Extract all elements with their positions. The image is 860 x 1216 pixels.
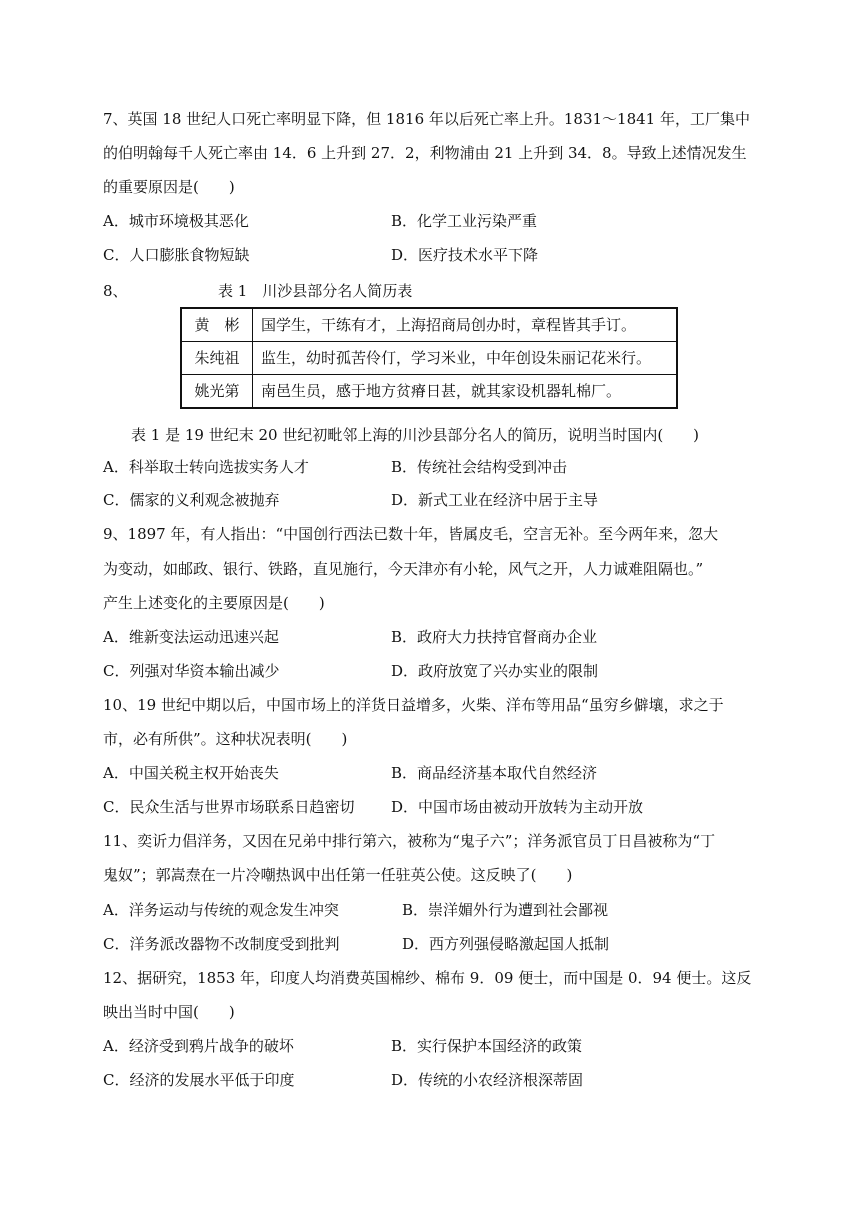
question-7-stem-line-1: 7、英国 18 世纪人口死亡率明显下降，但 1816 年以后死亡率上升。1831～1841 年，工厂集中 (103, 110, 750, 128)
question-9-option-a[interactable]: A．维新变法运动迅速兴起 (103, 628, 279, 646)
question-7-option-b[interactable]: B．化学工业污染严重 (391, 212, 538, 230)
question-11-option-b[interactable]: B．崇洋媚外行为遭到社会鄙视 (402, 901, 609, 919)
question-9-option-c[interactable]: C．列强对华资本输出减少 (103, 662, 280, 680)
question-12-option-c[interactable]: C．经济的发展水平低于印度 (103, 1071, 295, 1089)
question-7-option-d[interactable]: D．医疗技术水平下降 (391, 246, 539, 264)
question-7-stem-line-2: 的伯明翰每千人死亡率由 14．6 上升到 27．2，利物浦由 21 上升到 34．8。导致上述情况发生 (103, 144, 747, 162)
question-11-option-d[interactable]: D．西方列强侵略激起国人抵制 (402, 935, 610, 953)
table-row (181, 342, 677, 375)
question-9-option-b[interactable]: B．政府大力扶持官督商办企业 (391, 628, 598, 646)
table-cell-bio: 监生，幼时孤苦伶仃，学习米业，中年创设朱丽记花米行。 (253, 342, 678, 375)
question-10-option-b[interactable]: B．商品经济基本取代自然经济 (391, 764, 598, 782)
question-8-stem: 表 1 是 19 世纪末 20 世纪初毗邻上海的川沙县部分名人的简历，说明当时国内( ) (131, 426, 700, 444)
question-11-option-a[interactable]: A．洋务运动与传统的观念发生冲突 (103, 901, 339, 919)
table-row (181, 308, 677, 342)
question-12-stem-line-2: 映出当时中国( ) (103, 1003, 235, 1021)
question-12-stem-line-1: 12、据研究，1853 年，印度人均消费英国棉纱、棉布 9．09 便士，而中国是 0．94 便士。这反 (103, 969, 752, 987)
question-11-stem-line-1: 11、奕䜣力倡洋务，又因在兄弟中排行第六，被称为“鬼子六”；洋务派官员丁日昌被称为“丁 (103, 832, 716, 850)
question-9-stem-line-3: 产生上述变化的主要原因是( ) (103, 594, 325, 612)
table-cell-name: 姚光第 (181, 375, 253, 409)
question-7-option-a[interactable]: A．城市环境极其恶化 (103, 212, 249, 230)
table-cell-bio: 国学生，干练有才，上海招商局创办时，章程皆其手订。 (253, 308, 678, 342)
question-10-option-d[interactable]: D．中国市场由被动开放转为主动开放 (391, 798, 644, 816)
question-7-option-c[interactable]: C．人口膨胀食物短缺 (103, 246, 250, 264)
question-12-option-a[interactable]: A．经济受到鸦片战争的破坏 (103, 1037, 294, 1055)
question-9-stem-line-2: 为变动，如邮政、银行、铁路，直见施行，今天津亦有小轮，风气之开，人力诚难阻隔也。” (103, 560, 704, 578)
question-12-option-d[interactable]: D．传统的小农经济根深蒂固 (391, 1071, 584, 1089)
question-9-option-d[interactable]: D．政府放宽了兴办实业的限制 (391, 662, 599, 680)
question-8-option-d[interactable]: D．新式工业在经济中居于主导 (391, 491, 599, 509)
question-7-stem-line-3: 的重要原因是( ) (103, 178, 235, 196)
question-11-option-c[interactable]: C．洋务派改器物不改制度受到批判 (103, 935, 340, 953)
question-11-stem-line-2: 鬼奴”；郭嵩焘在一片冷嘲热讽中出任第一任驻英公使。这反映了( ) (103, 866, 573, 884)
question-10-stem-line-1: 10、19 世纪中期以后，中国市场上的洋货日益增多，火柴、洋布等用品“虽穷乡僻壤，求之于 (103, 696, 724, 714)
question-8-number: 8、 (103, 282, 128, 300)
question-10-option-a[interactable]: A．中国关税主权开始丧失 (103, 764, 279, 782)
table-cell-bio: 南邑生员，感于地方贫瘠日甚，就其家设机器轧棉厂。 (253, 375, 678, 409)
question-8-option-b[interactable]: B．传统社会结构受到冲击 (391, 458, 568, 476)
table-cell-name: 朱纯祖 (181, 342, 253, 375)
question-10-option-c[interactable]: C．民众生活与世界市场联系日趋密切 (103, 798, 355, 816)
question-12-option-b[interactable]: B．实行保护本国经济的政策 (391, 1037, 583, 1055)
question-8-option-a[interactable]: A．科举取士转向选拔实务人才 (103, 458, 309, 476)
table-row (181, 375, 677, 409)
table-caption: 表 1 川沙县部分名人简历表 (218, 282, 413, 300)
table-cell-name: 黄 彬 (181, 308, 253, 342)
question-10-stem-line-2: 市，必有所供”。这种状况表明( ) (103, 730, 348, 748)
question-8-option-c[interactable]: C．儒家的义利观念被抛弃 (103, 491, 280, 509)
question-9-stem-line-1: 9、1897 年，有人指出：“中国创行西法已数十年，皆属皮毛，空言无补。至今两年来，忽大 (103, 525, 719, 543)
biography-table (180, 307, 678, 409)
